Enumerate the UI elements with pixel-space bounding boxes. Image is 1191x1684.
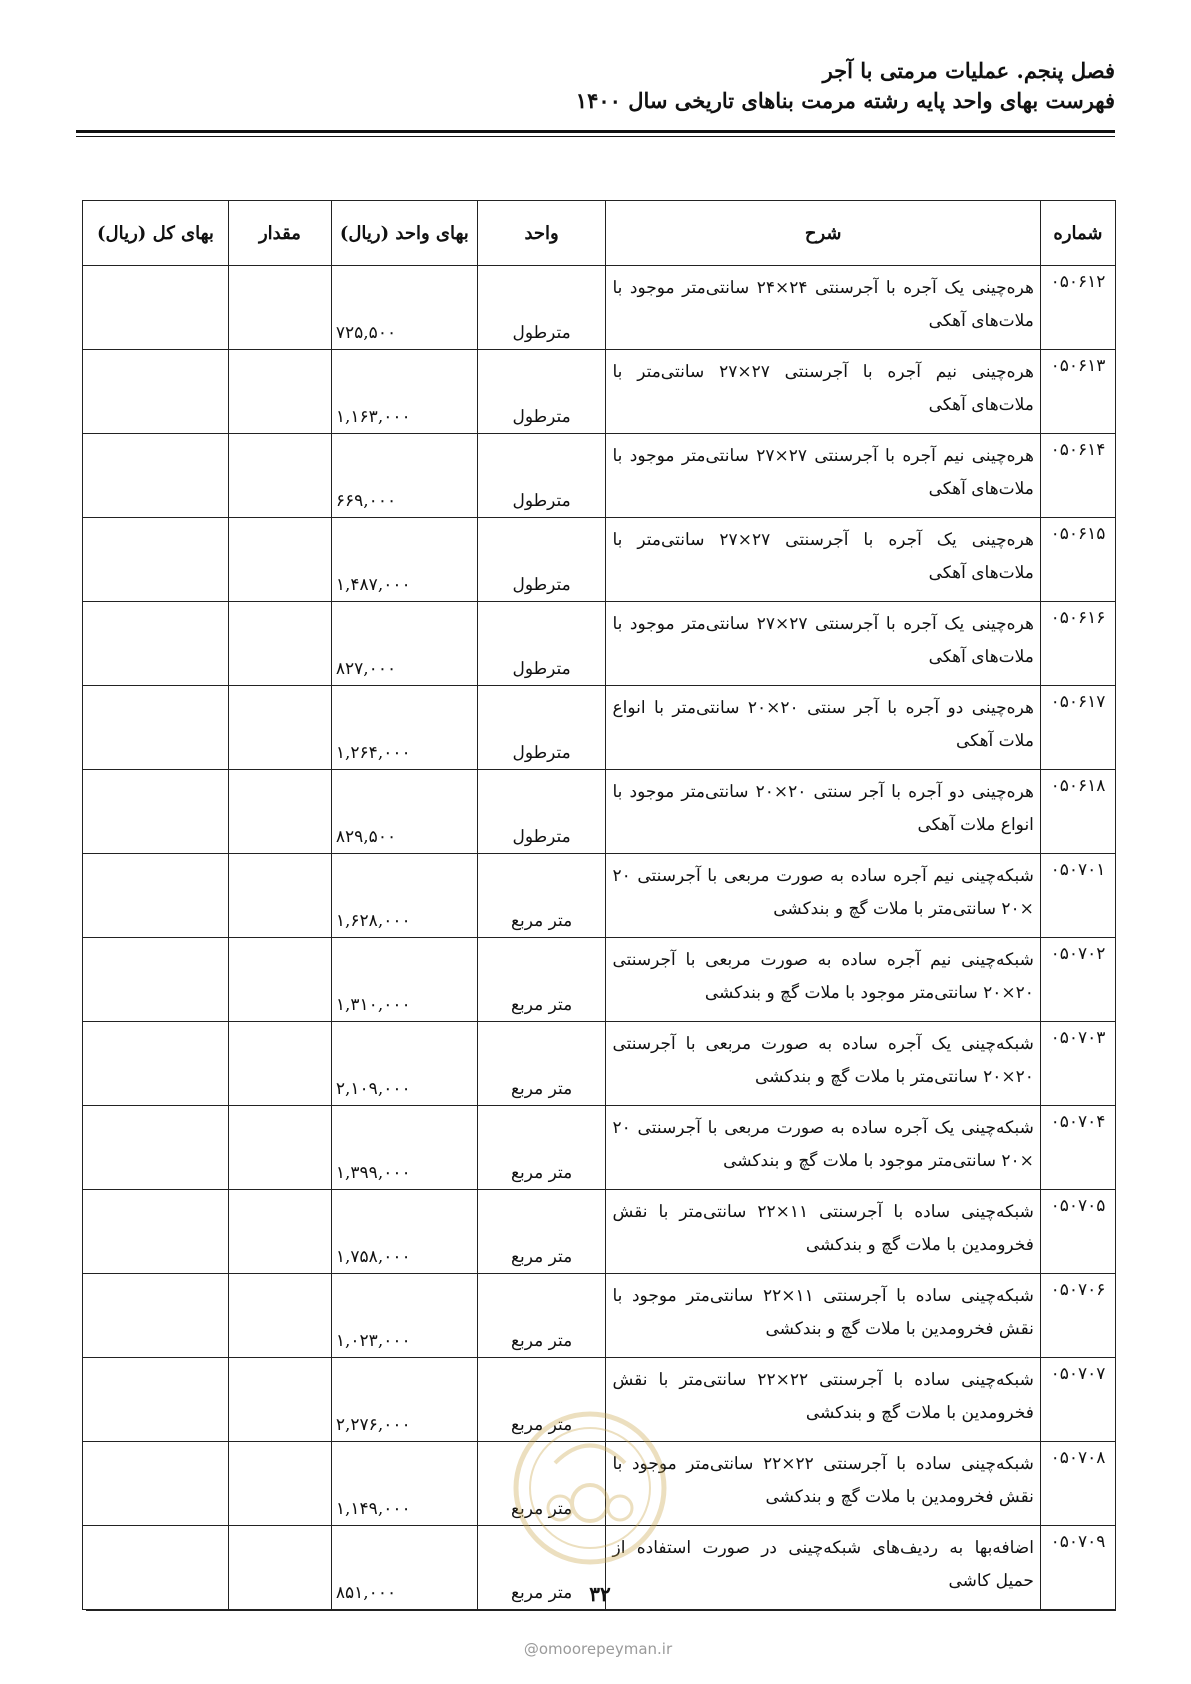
row-code: ۰۵۰۷۰۵ xyxy=(1040,1190,1115,1274)
table-row xyxy=(83,266,1116,350)
row-code: ۰۵۰۶۱۷ xyxy=(1040,686,1115,770)
row-description: شبکه‌چینی یک آجره ساده به صورت مربعی با آجرسنتی ۲۰×۲۰ سانتی‌متر با ملات گچ و بندکشی xyxy=(606,1022,1040,1106)
row-unit-price: ۸۵۱,۰۰۰ xyxy=(331,1526,477,1610)
row-description: شبکه‌چینی نیم آجره ساده به صورت مربعی با آجرسنتی ۲۰×۲۰ سانتی‌متر موجود با ملات گچ و بندکشی xyxy=(606,938,1040,1022)
row-unit: متر مربع xyxy=(477,938,606,1022)
row-description: شبکه‌چینی ساده با آجرسنتی ۲۲×۲۲ سانتی‌متر با نقش فخرومدین با ملات گچ و بندکشی xyxy=(606,1358,1040,1442)
header-divider-thin xyxy=(76,136,1115,137)
price-table xyxy=(82,200,1116,1610)
row-total-price xyxy=(83,602,229,686)
row-total-price xyxy=(83,350,229,434)
footer-divider xyxy=(86,1610,1116,1611)
row-description: هره‌چینی یک آجره با آجرسنتی ۲۷×۲۷ سانتی‌متر موجود با ملات‌های آهکی xyxy=(606,602,1040,686)
table-header-row xyxy=(83,201,1116,266)
row-unit: مترطول xyxy=(477,686,606,770)
table-row xyxy=(83,686,1116,770)
row-description: شبکه‌چینی ساده با آجرسنتی ۱۱×۲۲ سانتی‌متر موجود با نقش فخرومدین با ملات گچ و بندکشی xyxy=(606,1274,1040,1358)
table-row xyxy=(83,1022,1116,1106)
row-unit-price: ۶۶۹,۰۰۰ xyxy=(331,434,477,518)
row-quantity xyxy=(228,686,331,770)
row-quantity xyxy=(228,1106,331,1190)
row-unit-price: ۱,۴۸۷,۰۰۰ xyxy=(331,518,477,602)
row-total-price xyxy=(83,1442,229,1526)
row-code: ۰۵۰۷۰۶ xyxy=(1040,1274,1115,1358)
row-quantity xyxy=(228,770,331,854)
row-total-price xyxy=(83,1358,229,1442)
row-quantity xyxy=(228,602,331,686)
row-code: ۰۵۰۶۱۶ xyxy=(1040,602,1115,686)
row-unit: متر مربع xyxy=(477,854,606,938)
row-unit-price: ۱,۱۶۳,۰۰۰ xyxy=(331,350,477,434)
column-header-unit-price: بهای واحد (ریال) xyxy=(331,201,477,266)
row-description: هره‌چینی یک آجره با آجرسنتی ۲۴×۲۴ سانتی‌متر موجود با ملات‌های آهکی xyxy=(606,266,1040,350)
row-code: ۰۵۰۶۱۵ xyxy=(1040,518,1115,602)
row-description: شبکه‌چینی یک آجره ساده به صورت مربعی با آجرسنتی ۲۰ ×۲۰ سانتی‌متر موجود با ملات گچ و بندکشی xyxy=(606,1106,1040,1190)
row-unit: متر مربع xyxy=(477,1190,606,1274)
row-total-price xyxy=(83,770,229,854)
header-divider-thick xyxy=(76,130,1115,133)
column-header-unit: واحد xyxy=(477,201,606,266)
row-quantity xyxy=(228,1442,331,1526)
row-code: ۰۵۰۷۰۴ xyxy=(1040,1106,1115,1190)
table-row xyxy=(83,518,1116,602)
row-code: ۰۵۰۶۱۸ xyxy=(1040,770,1115,854)
row-description: شبکه‌چینی نیم آجره ساده به صورت مربعی با آجرسنتی ۲۰ ×۲۰ سانتی‌متر با ملات گچ و بندکشی xyxy=(606,854,1040,938)
table-row xyxy=(83,602,1116,686)
row-code: ۰۵۰۶۱۴ xyxy=(1040,434,1115,518)
table-row xyxy=(83,1106,1116,1190)
row-unit: متر مربع xyxy=(477,1442,606,1526)
row-unit: مترطول xyxy=(477,518,606,602)
row-quantity xyxy=(228,854,331,938)
row-unit-price: ۸۲۷,۰۰۰ xyxy=(331,602,477,686)
row-description: هره‌چینی یک آجره با آجرسنتی ۲۷×۲۷ سانتی‌متر با ملات‌های آهکی xyxy=(606,518,1040,602)
table-row xyxy=(83,770,1116,854)
row-code: ۰۵۰۶۱۲ xyxy=(1040,266,1115,350)
row-total-price xyxy=(83,1190,229,1274)
row-unit: مترطول xyxy=(477,266,606,350)
column-header-description: شرح xyxy=(606,201,1040,266)
page-header xyxy=(576,56,1115,116)
row-quantity xyxy=(228,1358,331,1442)
row-code: ۰۵۰۷۰۹ xyxy=(1040,1526,1115,1610)
row-quantity xyxy=(228,350,331,434)
row-unit: متر مربع xyxy=(477,1022,606,1106)
row-quantity xyxy=(228,518,331,602)
row-unit-price: ۸۲۹,۵۰۰ xyxy=(331,770,477,854)
row-total-price xyxy=(83,1106,229,1190)
row-unit: مترطول xyxy=(477,602,606,686)
row-unit-price: ۱,۳۱۰,۰۰۰ xyxy=(331,938,477,1022)
row-unit-price: ۱,۱۴۹,۰۰۰ xyxy=(331,1442,477,1526)
row-unit: مترطول xyxy=(477,350,606,434)
row-code: ۰۵۰۷۰۸ xyxy=(1040,1442,1115,1526)
row-unit-price: ۲,۱۰۹,۰۰۰ xyxy=(331,1022,477,1106)
row-unit-price: ۷۲۵,۵۰۰ xyxy=(331,266,477,350)
row-unit-price: ۱,۷۵۸,۰۰۰ xyxy=(331,1190,477,1274)
row-description: هره‌چینی دو آجره با آجر سنتی ۲۰×۲۰ سانتی‌متر موجود با انواع ملات آهکی xyxy=(606,770,1040,854)
row-code: ۰۵۰۷۰۳ xyxy=(1040,1022,1115,1106)
row-total-price xyxy=(83,1022,229,1106)
row-total-price xyxy=(83,686,229,770)
column-header-code: شماره xyxy=(1040,201,1115,266)
site-watermark-text: @omoorepeyman.ir xyxy=(523,1640,673,1658)
row-description: هره‌چینی نیم آجره با آجرسنتی ۲۷×۲۷ سانتی‌متر موجود با ملات‌های آهکی xyxy=(606,434,1040,518)
row-description: هره‌چینی دو آجره با آجر سنتی ۲۰×۲۰ سانتی‌متر با انواع ملات آهکی xyxy=(606,686,1040,770)
row-quantity xyxy=(228,938,331,1022)
row-total-price xyxy=(83,938,229,1022)
row-quantity xyxy=(228,266,331,350)
row-unit-price: ۱,۶۲۸,۰۰۰ xyxy=(331,854,477,938)
row-unit: متر مربع xyxy=(477,1274,606,1358)
row-description: اضافه‌بها به ردیف‌های شبکه‌چینی در صورت استفاده از حمیل کاشی xyxy=(606,1526,1040,1610)
table-row xyxy=(83,1274,1116,1358)
row-total-price xyxy=(83,518,229,602)
row-unit: مترطول xyxy=(477,770,606,854)
row-quantity xyxy=(228,1274,331,1358)
column-header-quantity: مقدار xyxy=(228,201,331,266)
row-quantity xyxy=(228,434,331,518)
row-code: ۰۵۰۷۰۲ xyxy=(1040,938,1115,1022)
chapter-title: فصل پنجم. عملیات مرمتی با آجر xyxy=(822,58,1115,83)
row-unit: متر مربع xyxy=(477,1358,606,1442)
table-row xyxy=(83,854,1116,938)
row-quantity xyxy=(228,1526,331,1610)
page-number: ۳۲ xyxy=(589,1582,611,1606)
table-row xyxy=(83,350,1116,434)
row-code: ۰۵۰۶۱۳ xyxy=(1040,350,1115,434)
table-row xyxy=(83,1190,1116,1274)
row-description: شبکه‌چینی ساده با آجرسنتی ۱۱×۲۲ سانتی‌متر با نقش فخرومدین با ملات گچ و بندکشی xyxy=(606,1190,1040,1274)
row-total-price xyxy=(83,1274,229,1358)
row-total-price xyxy=(83,854,229,938)
document-subtitle: فهرست بهای واحد پایه رشته مرمت بناهای تاریخی سال ۱۴۰۰ xyxy=(575,88,1115,113)
table-row xyxy=(83,434,1116,518)
row-total-price xyxy=(83,1526,229,1610)
row-unit: متر مربع xyxy=(477,1526,606,1610)
row-unit-price: ۲,۲۷۶,۰۰۰ xyxy=(331,1358,477,1442)
row-code: ۰۵۰۷۰۱ xyxy=(1040,854,1115,938)
watermark-seal-icon xyxy=(510,1408,670,1568)
row-unit-price: ۱,۲۶۴,۰۰۰ xyxy=(331,686,477,770)
column-header-total-price: بهای کل (ریال) xyxy=(83,201,229,266)
row-unit: متر مربع xyxy=(477,1106,606,1190)
row-unit-price: ۱,۳۹۹,۰۰۰ xyxy=(331,1106,477,1190)
row-unit-price: ۱,۰۲۳,۰۰۰ xyxy=(331,1274,477,1358)
row-description: هره‌چینی نیم آجره با آجرسنتی ۲۷×۲۷ سانتی‌متر با ملات‌های آهکی xyxy=(606,350,1040,434)
row-description: شبکه‌چینی ساده با آجرسنتی ۲۲×۲۲ سانتی‌متر موجود با نقش فخرومدین با ملات گچ و بندکشی xyxy=(606,1442,1040,1526)
row-quantity xyxy=(228,1190,331,1274)
table-row xyxy=(83,938,1116,1022)
row-total-price xyxy=(83,434,229,518)
row-total-price xyxy=(83,266,229,350)
row-unit: مترطول xyxy=(477,434,606,518)
row-quantity xyxy=(228,1022,331,1106)
row-code: ۰۵۰۷۰۷ xyxy=(1040,1358,1115,1442)
